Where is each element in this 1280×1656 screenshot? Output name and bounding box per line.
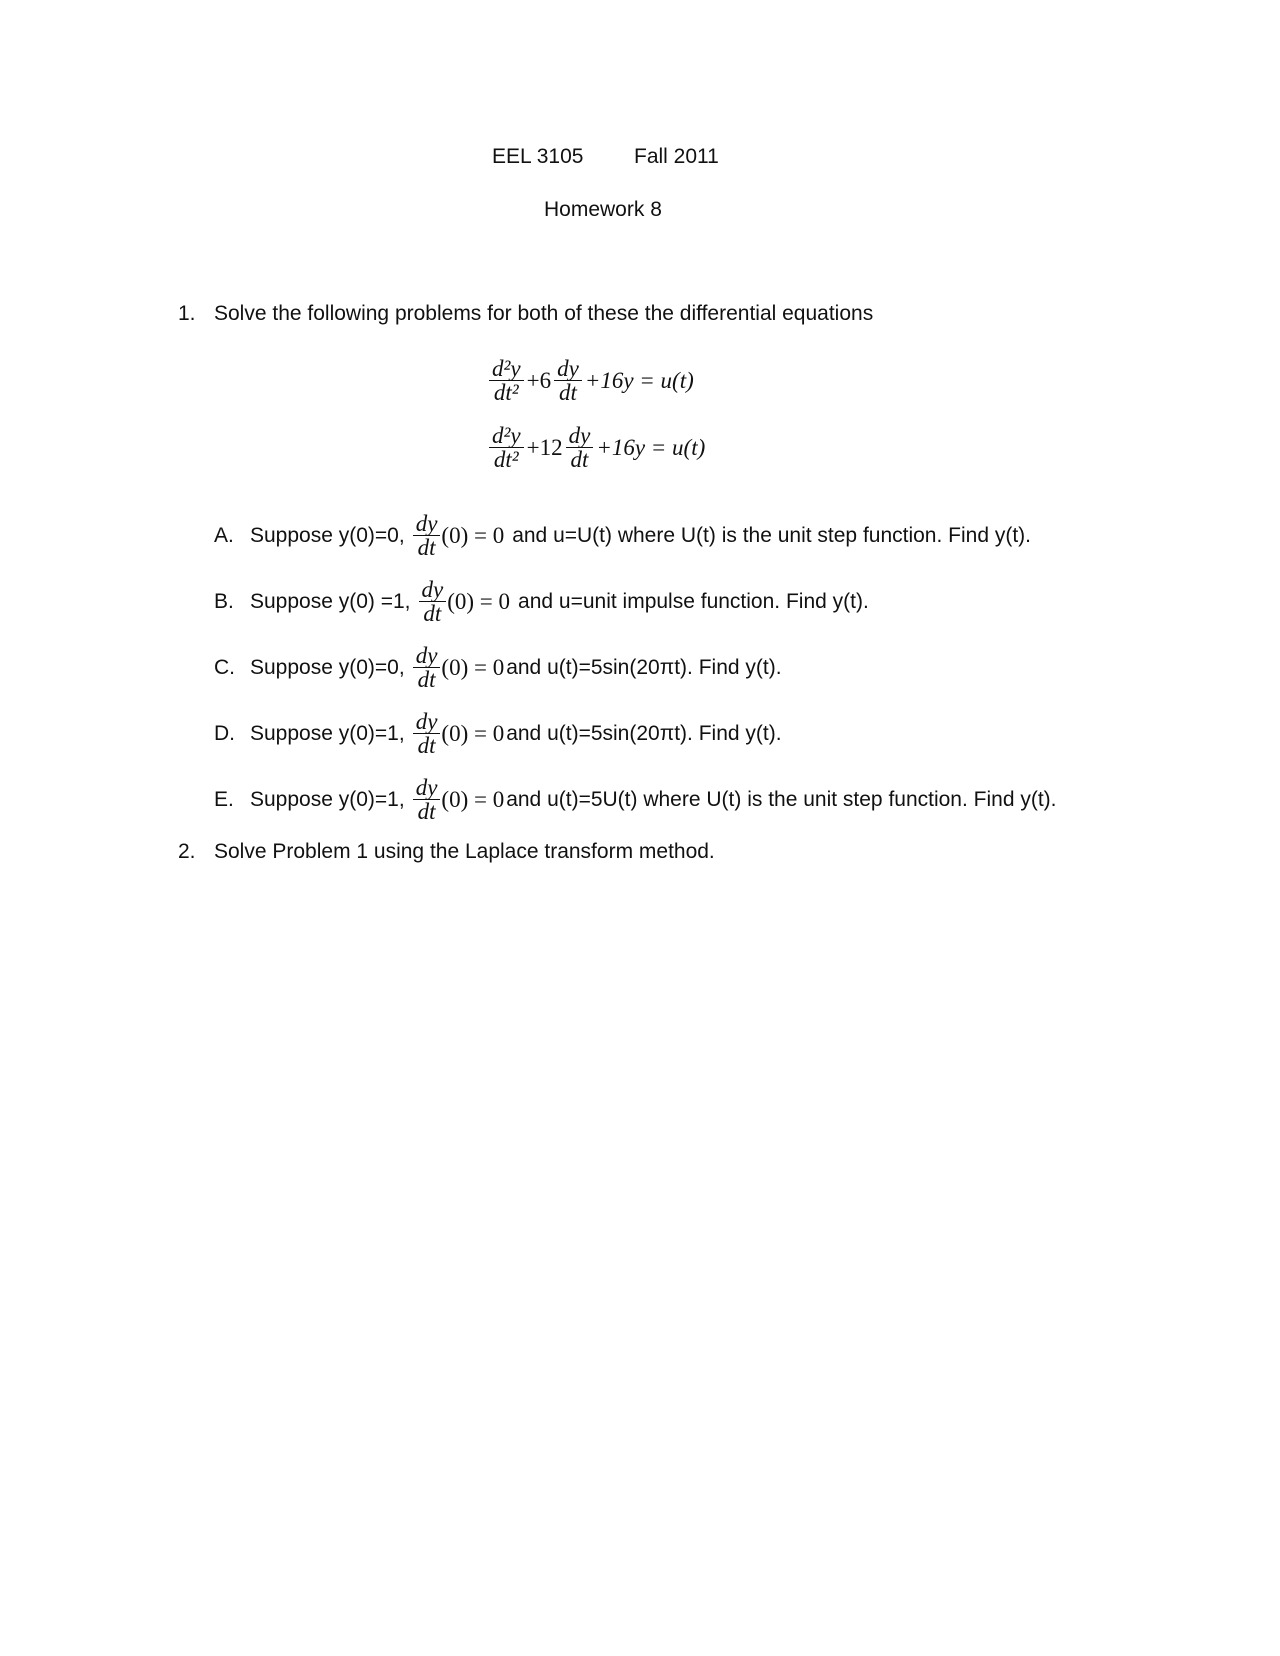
equation-2: $\frac{\text{d²y}}{\text{dt²}}$ +12 $\frac{dy}{dt}$ +16y = u(t) xyxy=(488,424,707,471)
initial-condition: (0) = 0 xyxy=(441,654,505,680)
initial-condition: (0) = 0 xyxy=(447,588,511,614)
part-d xyxy=(214,710,782,757)
problem-2-text: Solve Problem 1 using the Laplace transform method. xyxy=(214,840,715,863)
part-condition: Suppose y(0)=0, xyxy=(250,655,405,679)
part-text: and u(t)=5U(t) where U(t) is the unit step function. Find y(t). xyxy=(506,787,1057,811)
part-condition: Suppose y(0)=0, xyxy=(250,523,405,547)
initial-condition: (0) = 0 xyxy=(441,720,505,746)
page-title: Homework 8 xyxy=(544,198,662,221)
equation-1: $\frac{\text{d²y}}{\text{dt²}}$ +6 $\frac{dy}{dt}$ +16y = u(t) xyxy=(488,357,696,404)
derivative-fraction: $\frac{dy}{dt}$ xyxy=(413,776,441,823)
part-label: A. xyxy=(214,523,234,547)
derivative-fraction: $\frac{dy}{dt}$ xyxy=(413,710,441,757)
part-label: C. xyxy=(214,655,235,679)
part-text: and u(t)=5sin(20πt). Find y(t). xyxy=(506,655,782,679)
part-label: E. xyxy=(214,787,234,811)
derivative-fraction: $\frac{dy}{dt}$ xyxy=(413,512,441,559)
second-derivative-fraction: $\frac{\text{d²y}}{\text{dt²}}$ xyxy=(489,424,524,471)
part-condition: Suppose y(0) =1, xyxy=(250,589,411,613)
derivative-fraction: $\frac{dy}{dt}$ xyxy=(413,644,441,691)
problem-2-number: 2. xyxy=(178,840,196,863)
part-text: and u=U(t) where U(t) is the unit step function. Find y(t). xyxy=(512,523,1031,547)
initial-condition: (0) = 0 xyxy=(441,522,505,548)
part-label: B. xyxy=(214,589,234,613)
second-derivative-fraction: $\frac{\text{d²y}}{\text{dt²}}$ xyxy=(489,357,524,404)
problem-1-number: 1. xyxy=(178,302,196,325)
part-text: and u=unit impulse function. Find y(t). xyxy=(518,589,869,613)
term: Fall 2011 xyxy=(634,145,719,168)
part-text: and u(t)=5sin(20πt). Find y(t). xyxy=(506,721,782,745)
part-a xyxy=(214,512,1031,559)
part-condition: Suppose y(0)=1, xyxy=(250,787,405,811)
derivative-fraction: $\frac{dy}{dt}$ xyxy=(419,578,447,625)
course-code: EEL 3105 xyxy=(492,145,584,168)
part-label: D. xyxy=(214,721,235,745)
part-e xyxy=(214,776,1057,823)
part-b xyxy=(214,578,869,625)
part-c xyxy=(214,644,782,691)
problem-1-intro: Solve the following problems for both of these the differential equations xyxy=(214,302,874,325)
initial-condition: (0) = 0 xyxy=(441,786,505,812)
first-derivative-fraction: $\frac{dy}{dt}$ xyxy=(554,357,582,404)
first-derivative-fraction: $\frac{dy}{dt}$ xyxy=(566,424,594,471)
part-condition: Suppose y(0)=1, xyxy=(250,721,405,745)
